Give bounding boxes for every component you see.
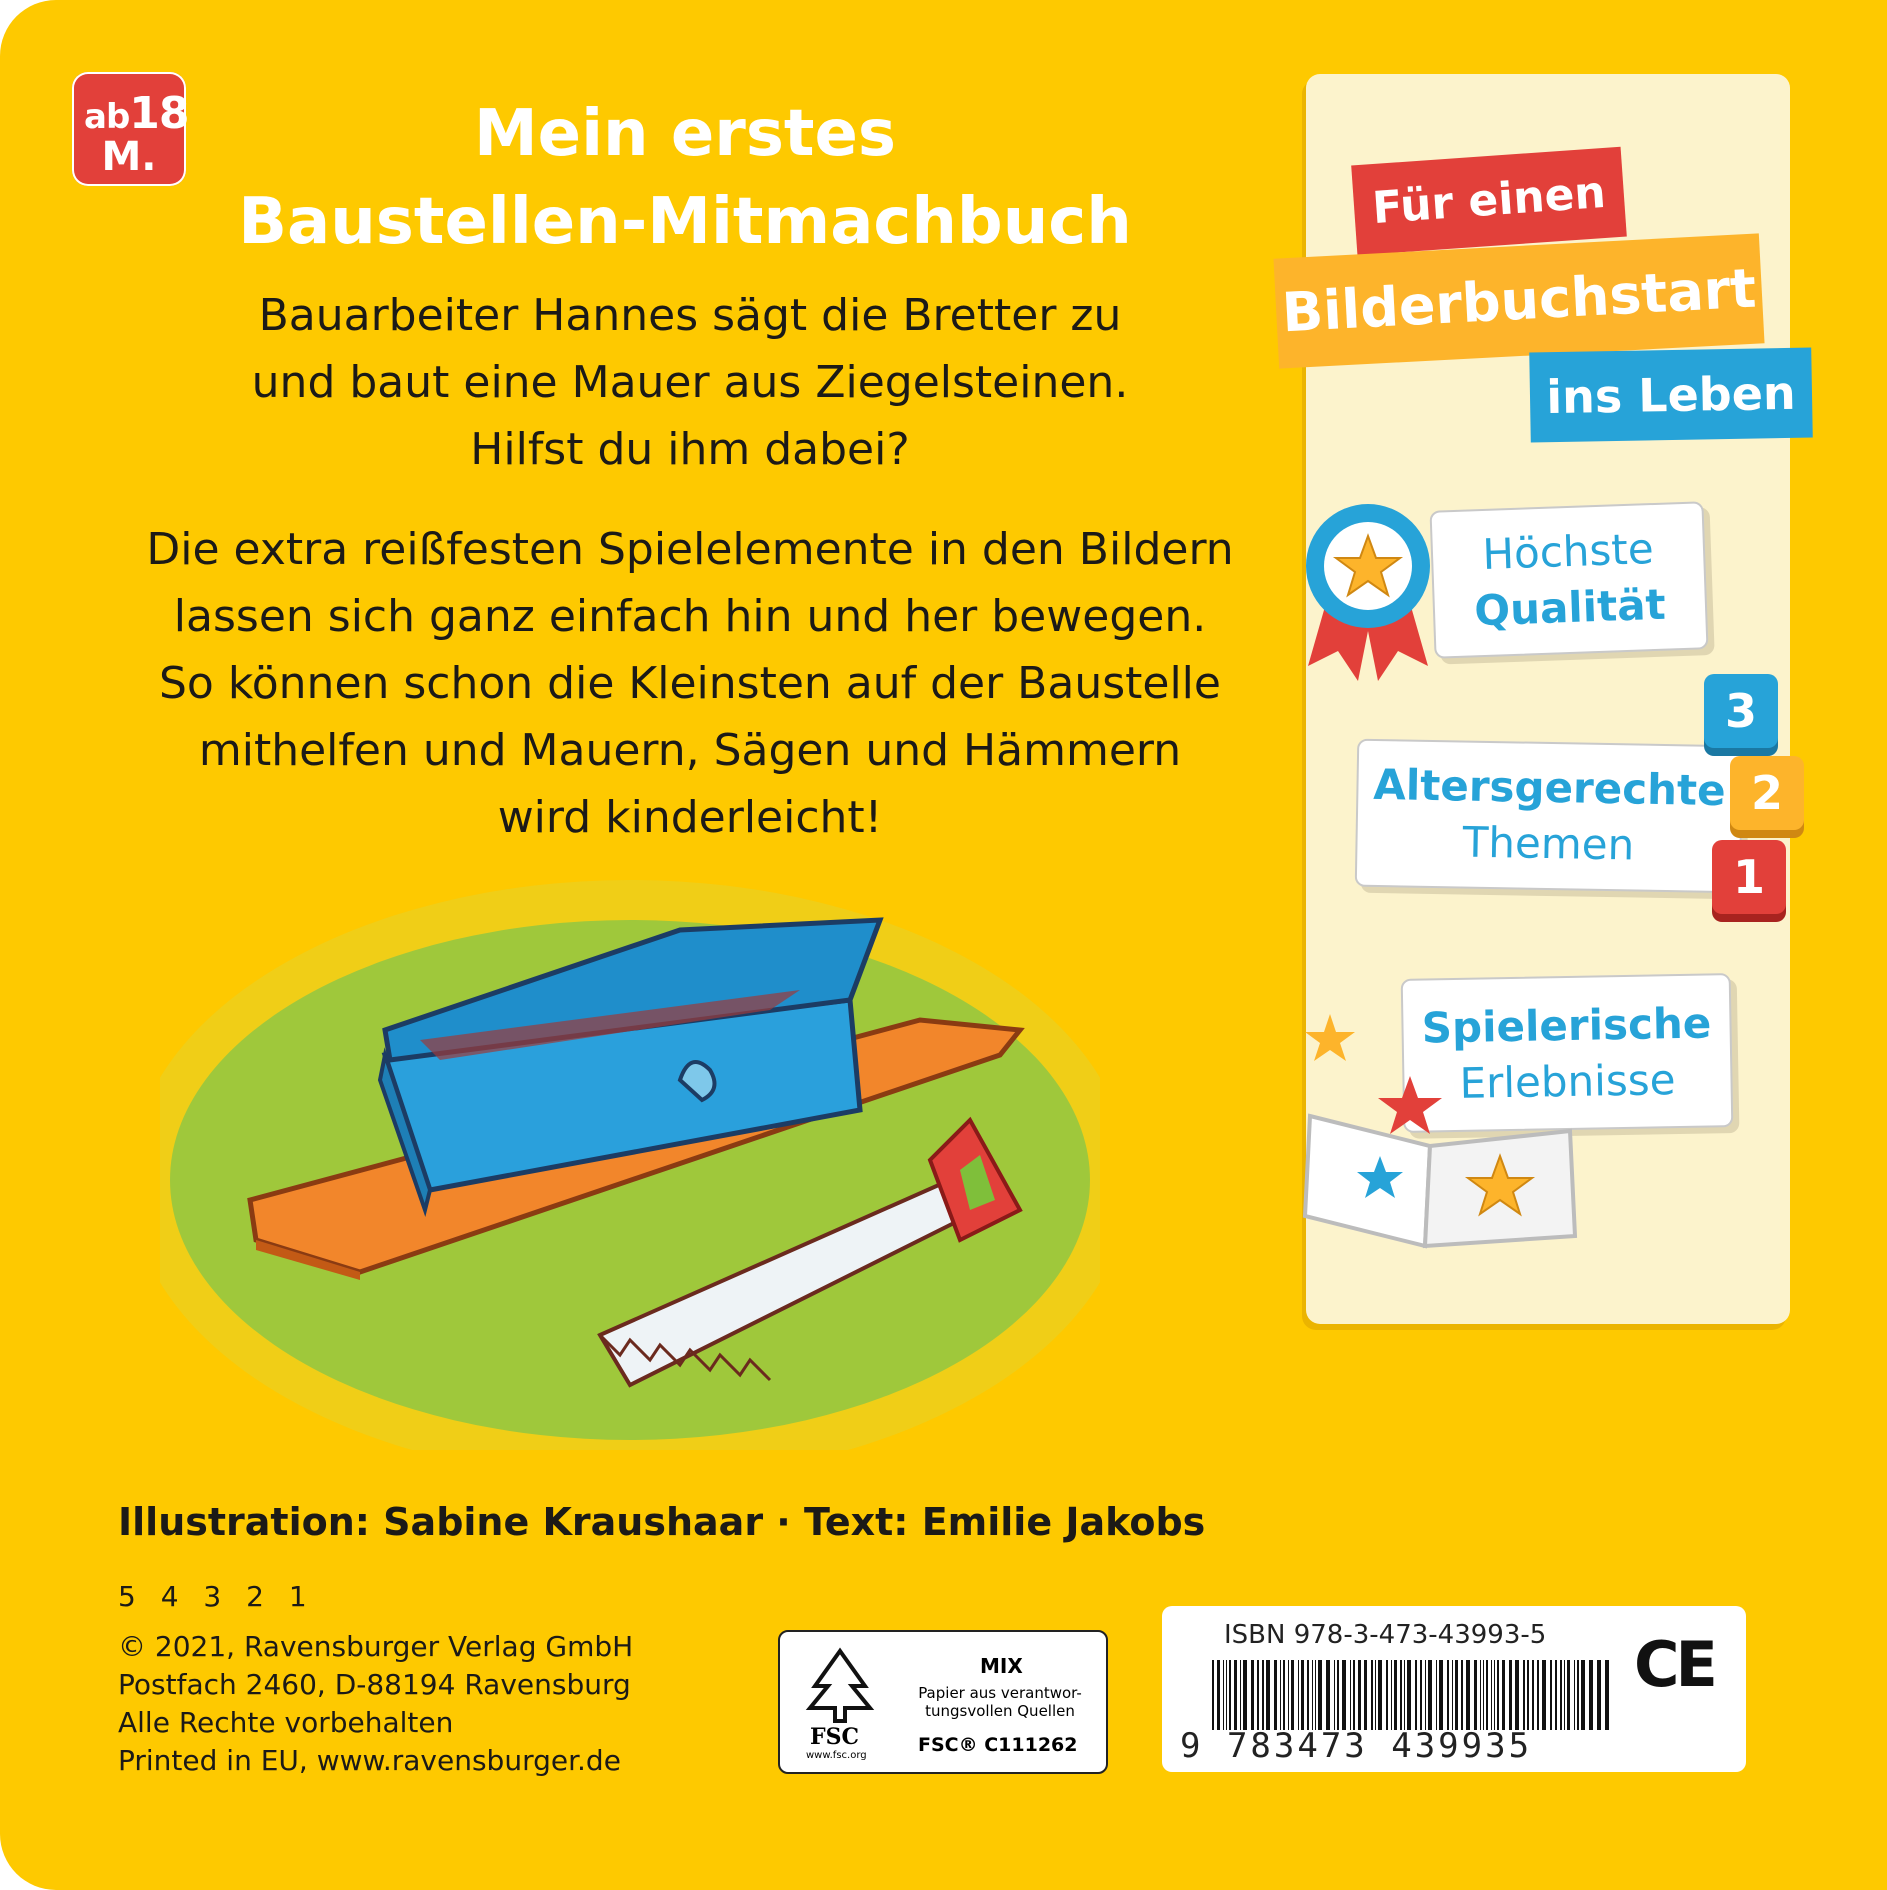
intro-paragraph bbox=[100, 282, 1280, 483]
book-title bbox=[140, 90, 1230, 266]
description-line: wird kinderleicht! bbox=[497, 792, 883, 843]
barcode-box bbox=[1162, 1606, 1746, 1772]
toolbox-illustration bbox=[160, 880, 1100, 1450]
book-stars-icon bbox=[1300, 1006, 1600, 1276]
medal-star-icon bbox=[1288, 496, 1458, 686]
description-line: mithelfen und Mauern, Sägen und Hämmern bbox=[198, 725, 1182, 776]
print-numbers: 5 4 3 2 1 bbox=[118, 1580, 307, 1613]
description-line: So können schon die Kleinsten auf der Baustelle bbox=[159, 658, 1221, 709]
intro-line: Hilfst du ihm dabei? bbox=[470, 424, 910, 475]
fsc-tree-icon bbox=[800, 1646, 880, 1726]
feature-light-text: Höchste bbox=[1481, 524, 1655, 579]
banner-red: Für einen bbox=[1351, 147, 1627, 256]
barcode-icon bbox=[1212, 1660, 1612, 1730]
imprint-line: © 2021, Ravensburger Verlag GmbH bbox=[118, 1630, 634, 1663]
fsc-label bbox=[778, 1630, 1108, 1774]
title-line-1: Mein erstes bbox=[473, 97, 897, 171]
feature-light-text: Themen bbox=[1462, 817, 1635, 870]
number-cube-2: 2 bbox=[1730, 756, 1804, 830]
imprint-line: Postfach 2460, D-88194 Ravensburg bbox=[118, 1668, 631, 1701]
number-cube-1: 1 bbox=[1712, 840, 1786, 914]
feature-light-text: Erlebnisse bbox=[1459, 1055, 1676, 1108]
feature-card-themes bbox=[1355, 739, 1744, 894]
isbn-text: ISBN 978-3-473-43993-5 bbox=[1224, 1620, 1547, 1650]
fsc-description: Papier aus verantwor-tungsvollen Quellen bbox=[918, 1684, 1082, 1720]
imprint bbox=[118, 1628, 633, 1780]
age-number: 18 bbox=[129, 88, 189, 139]
number-cube-3: 3 bbox=[1704, 674, 1778, 748]
credits: Illustration: Sabine Kraushaar · Text: Emilie Jakobs bbox=[118, 1500, 1206, 1544]
banner-yellow: Bilderbuchstart bbox=[1273, 233, 1764, 368]
imprint-line: Alle Rechte vorbehalten bbox=[118, 1706, 454, 1739]
intro-line: und baut eine Mauer aus Ziegelsteinen. bbox=[251, 357, 1129, 408]
feature-bold-text: Spielerische bbox=[1421, 998, 1712, 1053]
ce-mark: CE bbox=[1634, 1628, 1714, 1701]
age-prefix: ab bbox=[84, 97, 130, 137]
title-line-2: Baustellen-Mitmachbuch bbox=[238, 185, 1132, 259]
barcode-digits: 9 783473 439935 bbox=[1180, 1726, 1533, 1766]
imprint-line: Printed in EU, www.ravensburger.de bbox=[118, 1744, 621, 1777]
description-line: lassen sich ganz einfach hin und her bewegen. bbox=[173, 591, 1207, 642]
intro-line: Bauarbeiter Hannes sägt die Bretter zu bbox=[258, 290, 1122, 341]
feature-bold-text: Altersgerechte bbox=[1372, 759, 1727, 816]
description-line: Die extra reißfesten Spielelemente in den Bildern bbox=[146, 524, 1234, 575]
banner-blue: ins Leben bbox=[1529, 348, 1813, 443]
age-unit: M. bbox=[101, 134, 157, 180]
fsc-logo-text: FSC bbox=[810, 1724, 860, 1750]
fsc-mix: MIX bbox=[980, 1654, 1023, 1678]
fsc-code: FSC® C111262 bbox=[918, 1734, 1078, 1756]
feature-card-quality bbox=[1430, 501, 1709, 658]
description-paragraph bbox=[100, 516, 1280, 851]
feature-bold-text: Qualität bbox=[1473, 579, 1667, 636]
fsc-site: www.fsc.org bbox=[806, 1750, 867, 1761]
